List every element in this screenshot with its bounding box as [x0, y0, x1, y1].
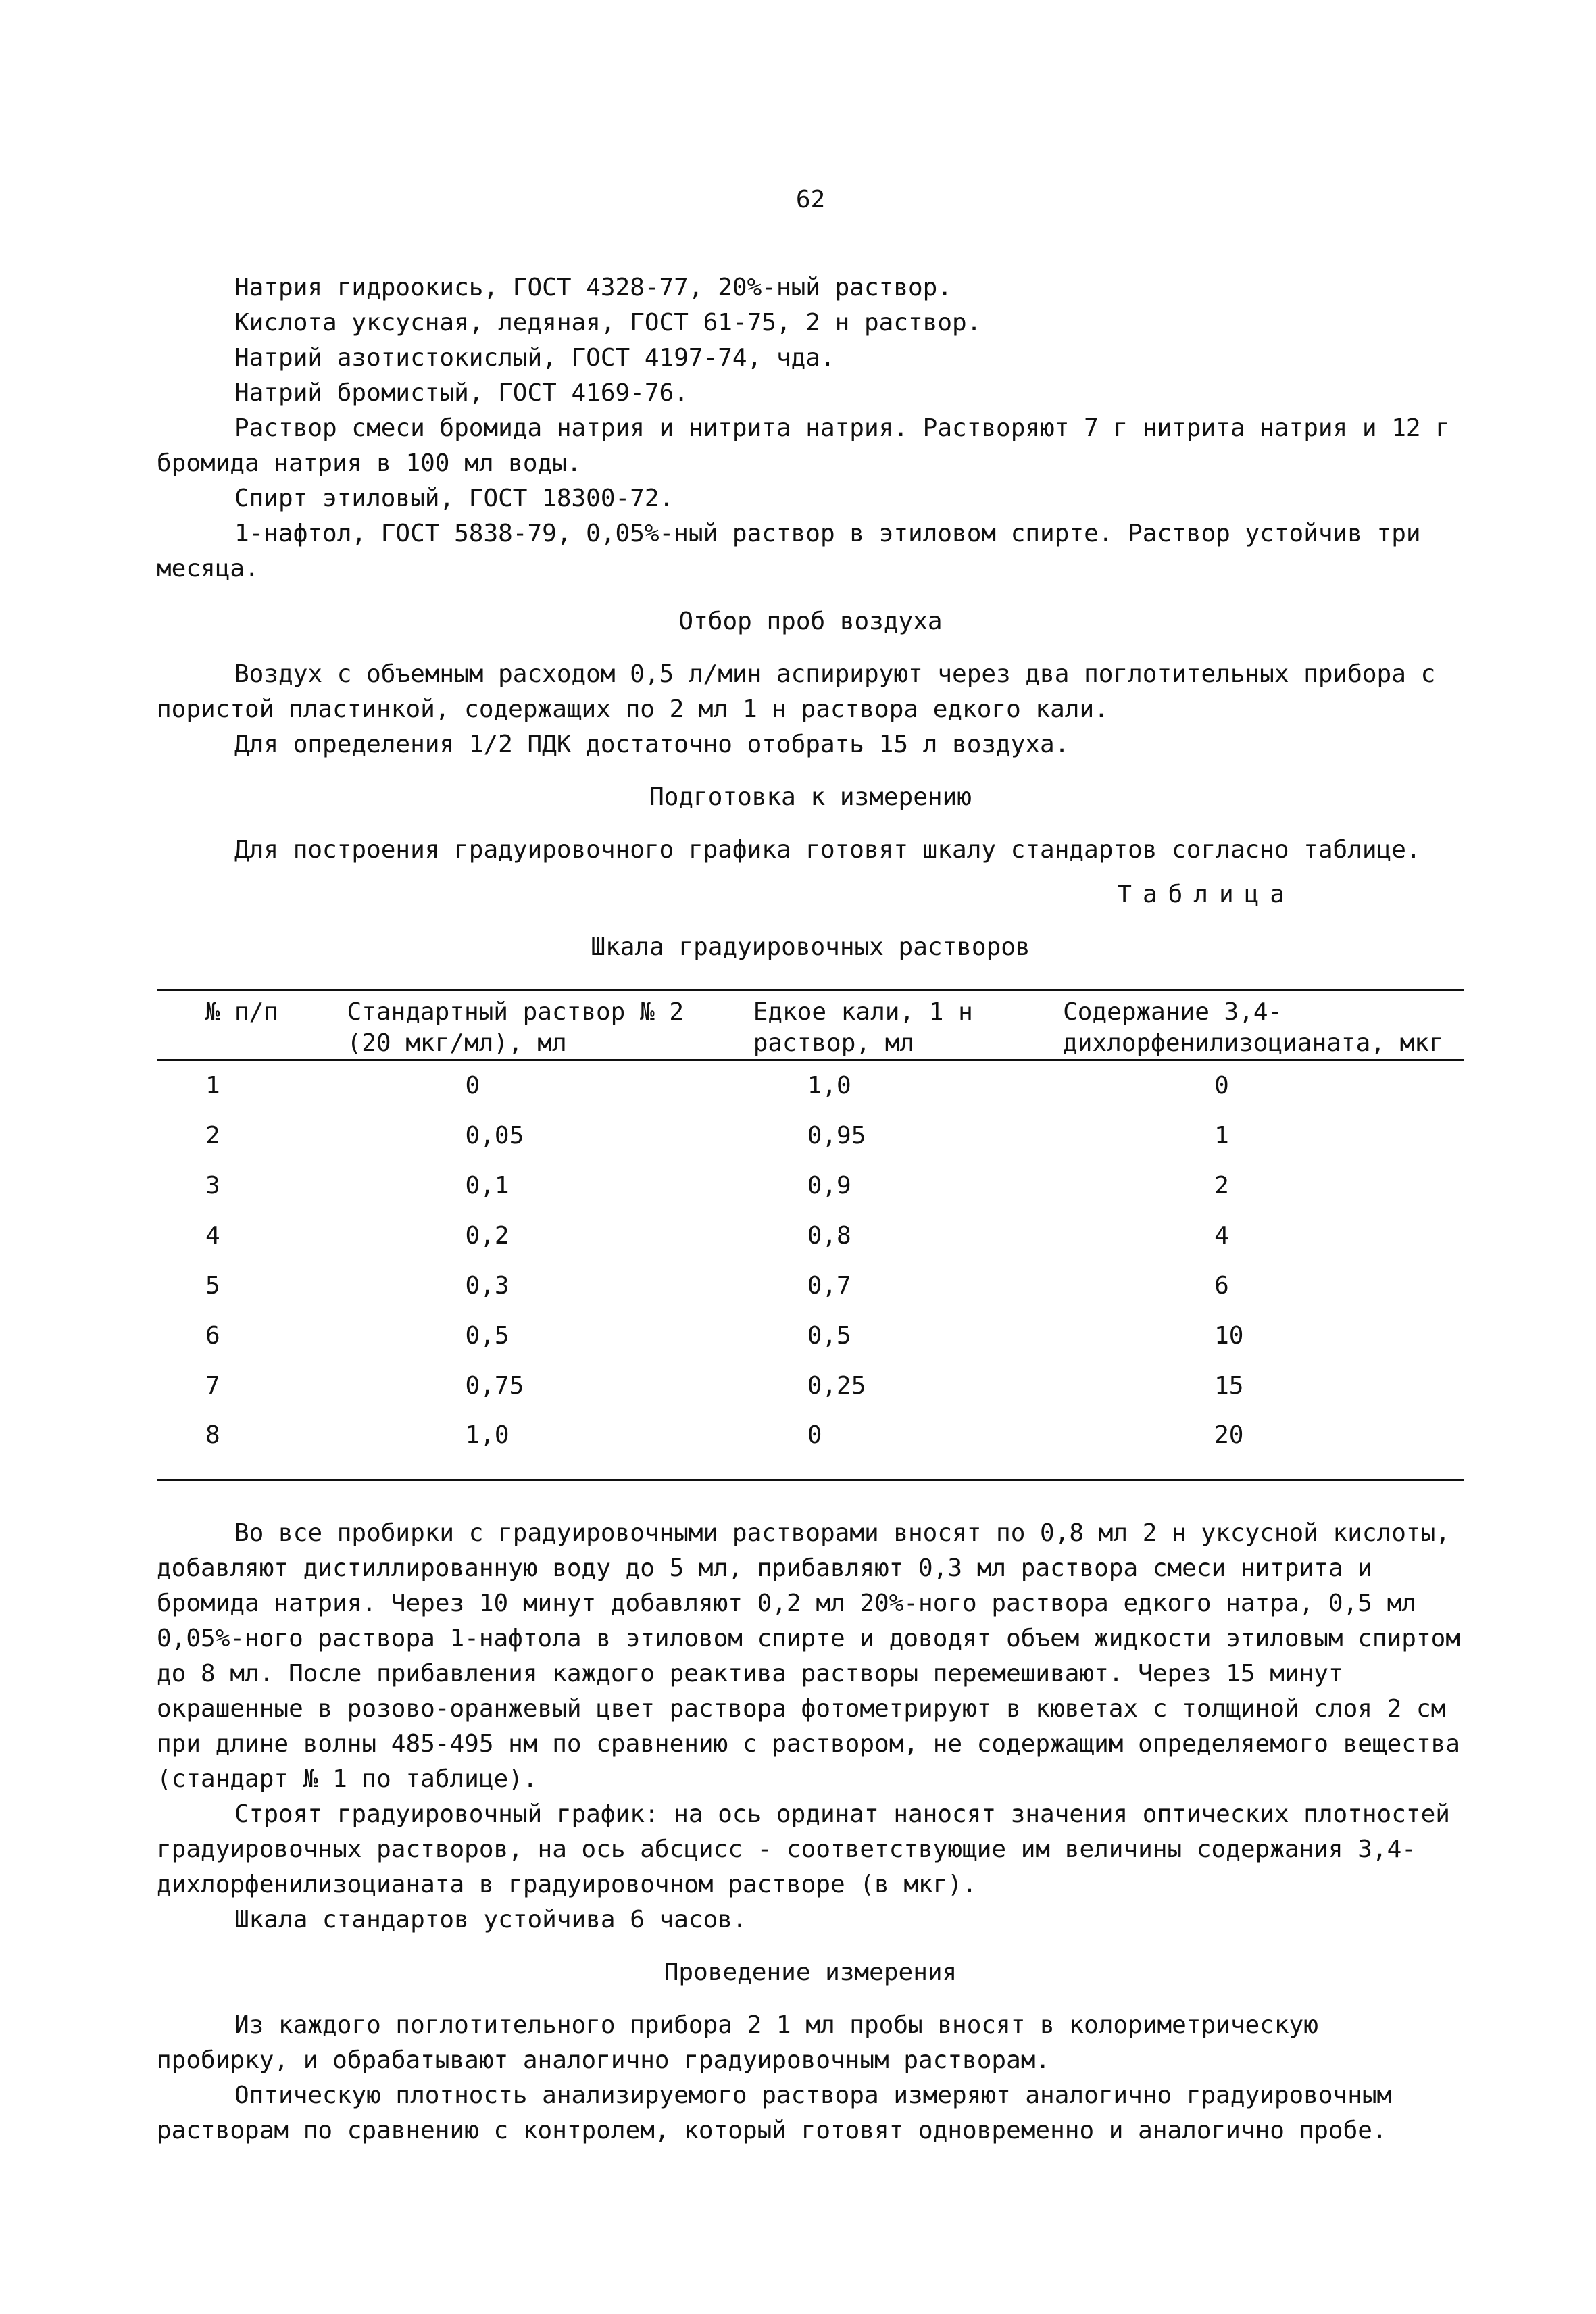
sampling-paragraph-1: Воздух с объемным расходом 0,5 л/мин аспирируют через два поглотительных прибора с пористой пластинкой, содержащих по 2 мл 1 н раствора едкого кали. [157, 660, 1436, 723]
reagent-naphthol: 1-нафтол, ГОСТ 5838-79, 0,05%-ный раствор в этиловом спирте. Раствор устойчив три месяца. [157, 520, 1421, 583]
table-label: Таблица [1117, 881, 1295, 908]
cell-koh: 0 [706, 1411, 1059, 1480]
measurement-paragraph-1: Из каждого поглотительного прибора 2 1 мл пробы вносят в колориметрическую пробирку, и обрабатывают аналогично градуировочным растворам. [157, 2011, 1318, 2074]
cell-standard: 0,75 [465, 1372, 524, 1400]
reagent-sodium-bromide: Натрий бромистый, ГОСТ 4169-76. [234, 379, 689, 407]
table-row [157, 1211, 1464, 1261]
reagent-acetic-acid: Кислота уксусная, ледяная, ГОСТ 61-75, 2 н раствор. [234, 309, 982, 337]
cell-standard: 0,5 [465, 1322, 509, 1350]
header-standard-solution: Стандартный раствор № 2 (20 мкг/мл), мл [327, 991, 706, 1060]
table-row [157, 1411, 1464, 1480]
measurement-paragraph-2: Оптическую плотность анализируемого раствора измеряют аналогично градуировочным растворам по сравнению с контролем, который готовят одновременно и аналогично пробе. [157, 2082, 1392, 2144]
header-number: № п/п [157, 991, 327, 1060]
cell-content: 20 [1059, 1411, 1464, 1480]
calibration-table [157, 989, 1464, 1481]
stability-paragraph: Шкала стандартов устойчива 6 часов. [234, 1906, 747, 1934]
cell-koh: 0,8 [807, 1222, 851, 1250]
table-row [157, 1311, 1464, 1361]
table-header-row [157, 991, 1464, 1060]
reagent-ethanol: Спирт этиловый, ГОСТ 18300-72. [234, 485, 674, 512]
cell-koh: 0,25 [807, 1372, 866, 1400]
header-content: Содержание 3,4-дихлорфенилизоцианата, мкг [1059, 991, 1464, 1060]
cell-koh: 0,95 [807, 1122, 866, 1150]
cell-content: 15 [1214, 1372, 1244, 1400]
cell-koh: 0,7 [807, 1272, 851, 1300]
header-potassium-hydroxide: Едкое кали, 1 н раствор, мл [706, 991, 1059, 1060]
table-row [157, 1361, 1464, 1411]
table-row [157, 1060, 1464, 1112]
cell-content: 6 [1214, 1272, 1229, 1300]
cell-number: 4 [205, 1222, 220, 1250]
cell-number: 2 [205, 1122, 220, 1150]
cell-content: 2 [1214, 1172, 1229, 1200]
reagent-sodium-nitrite: Натрий азотистокислый, ГОСТ 4197-74, чда. [234, 344, 835, 372]
cell-number: 7 [205, 1372, 220, 1400]
cell-standard: 0,05 [465, 1122, 524, 1150]
mix-solution-paragraph: Раствор смеси бромида натрия и нитрита натрия. Растворяют 7 г нитрита натрия и 12 г бромида натрия в 100 мл воды. [157, 414, 1450, 477]
page-number: 62 [795, 186, 826, 214]
cell-koh: 0,9 [807, 1172, 851, 1200]
table-row [157, 1161, 1464, 1211]
section-title-measurement: Проведение измерения [664, 1959, 957, 1986]
cell-standard: 0,2 [465, 1222, 509, 1250]
table-row [157, 1111, 1464, 1161]
section-title-sampling: Отбор проб воздуха [678, 608, 943, 635]
cell-koh: 0,5 [807, 1322, 851, 1350]
cell-content: 10 [1214, 1322, 1244, 1350]
cell-standard: 0 [465, 1072, 480, 1100]
table-caption: Шкала градуировочных растворов [591, 933, 1030, 961]
cell-number: 3 [205, 1172, 220, 1200]
reagent-sodium-hydroxide: Натрия гидроокись, ГОСТ 4328-77, 20%-ный раствор. [234, 274, 953, 301]
cell-number: 1 [205, 1072, 220, 1100]
cell-number: 6 [205, 1322, 220, 1350]
cell-content: 1 [1214, 1122, 1229, 1150]
table-row [157, 1261, 1464, 1311]
cell-number: 8 [157, 1411, 327, 1480]
section-title-preparation: Подготовка к измерению [649, 783, 972, 811]
preparation-paragraph: Для построения градуировочного графика готовят шкалу стандартов согласно таблице. [234, 836, 1421, 864]
cell-koh: 1,0 [807, 1072, 851, 1100]
calibration-graph-paragraph: Строят градуировочный график: на ось ординат наносят значения оптических плотностей градуировочных растворов, на ось абсцисс - соответствующие им величины содержания 3,4-дихлорфенилизоцианата в градуировочном растворе (в мкг). [157, 1800, 1450, 1898]
document-page [157, 182, 1464, 2148]
procedure-paragraph: Во все пробирки с градуировочными растворами вносят по 0,8 мл 2 н уксусной кислоты, добавляют дистиллированную воду до 5 мл, прибавляют 0,3 мл раствора смеси нитрита и бромида натрия. Через 10 минут добавляют 0,2 мл 20%-ного раствора едкого натра, 0,5 мл 0,05%-ного раствора 1-нафтола в этиловом спирте и доводят объем жидкости этиловым спиртом до 8 мл. После прибавления каждого реактива растворы перемешивают. Через 15 минут окрашенные в розово-оранжевый цвет раствора фотометрируют в кюветах с толщиной слоя 2 см при длине волны 485-495 нм по сравнению с раствором, не содержащим определяемого вещества (стандарт № 1 по таблице). [157, 1519, 1460, 1793]
cell-standard: 1,0 [327, 1411, 706, 1480]
cell-content: 0 [1214, 1072, 1229, 1100]
sampling-paragraph-2: Для определения 1/2 ПДК достаточно отобрать 15 л воздуха. [234, 731, 1070, 758]
cell-content: 4 [1214, 1222, 1229, 1250]
cell-standard: 0,1 [465, 1172, 509, 1200]
cell-standard: 0,3 [465, 1272, 509, 1300]
cell-number: 5 [205, 1272, 220, 1300]
